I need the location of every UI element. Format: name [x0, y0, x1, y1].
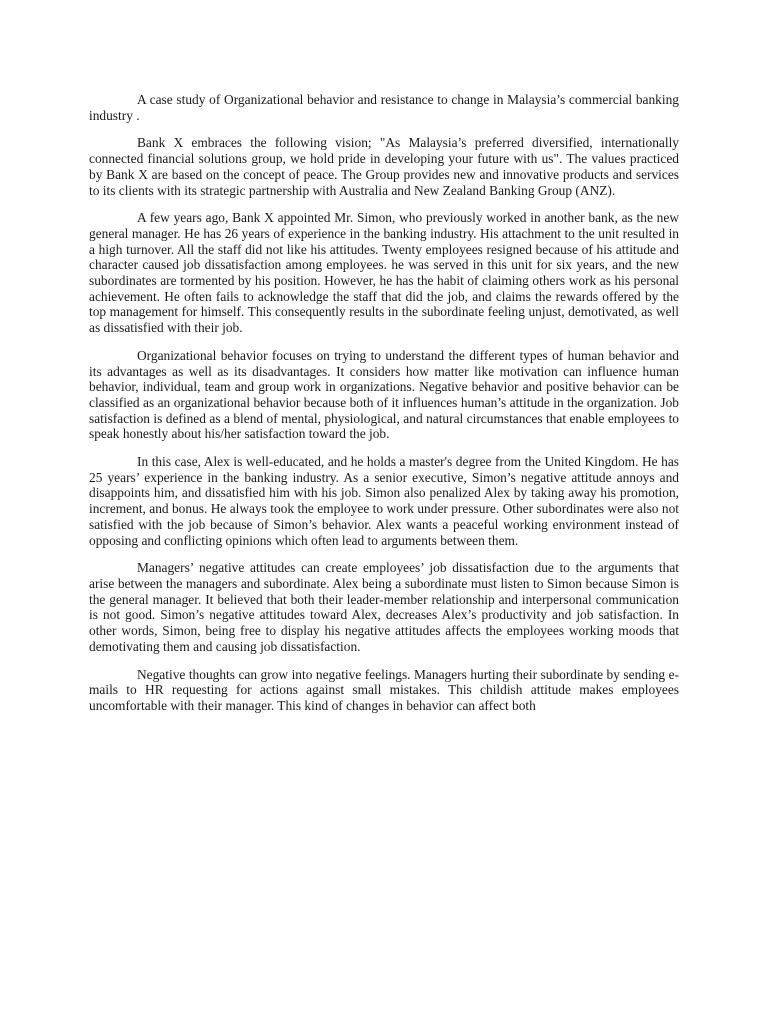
paragraph-negative-thoughts: Negative thoughts can grow into negative feelings. Managers hurting their subordinate by sending e-mails to HR requesting for actions against small mistakes. This childish attitude makes employees uncomfortable with their manager. This kind of changes in behavior can affect both — [89, 666, 679, 713]
document-title-paragraph: A case study of Organizational behavior and resistance to change in Malaysia’s commercial banking industry . — [89, 92, 679, 123]
paragraph-alex-case: In this case, Alex is well-educated, and he holds a master's degree from the United Kingdom. He has 25 years’ experience in the banking industry. As a senior executive, Simon’s negative attitude annoys and disappoints him, and dissatisfied him with his job. Simon also penalized Alex by taking away his promotion, increment, and bonus. He always took the employee to work under pressure. Other subordinates were also not satisfied with the job because of Simon’s behavior. Alex wants a peaceful working environment instead of opposing and conflicting opinions which often lead to arguments between them. — [89, 454, 679, 548]
paragraph-bank-vision: Bank X embraces the following vision; "As Malaysia’s preferred diversified, internationally connected financial solutions group, we hold pride in developing your future with us". The values practiced by Bank X are based on the concept of peace. The Group provides new and innovative products and services to its clients with its strategic partnership with Australia and New Zealand Banking Group (ANZ). — [89, 135, 679, 198]
paragraph-organizational-behavior: Organizational behavior focuses on trying to understand the different types of human behavior and its advantages as well as its disadvantages. It considers how matter like motivation can influence human behavior, individual, team and group work in organizations. Negative behavior and positive behavior can be classified as an organizational behavior because both of it influences human’s attitude in the organization. Job satisfaction is defined as a blend of mental, physiological, and natural circumstances that enable employees to speak honestly about his/her satisfaction toward the job. — [89, 347, 679, 442]
document-body — [89, 92, 679, 726]
paragraph-manager-attitudes: Managers’ negative attitudes can create employees’ job dissatisfaction due to the arguments that arise between the managers and subordinate. Alex being a subordinate must listen to Simon because Simon is the general manager. It believed that both their leader-member relationship and interpersonal communication is not good. Simon’s negative attitudes toward Alex, decreases Alex’s productivity and job satisfaction. In other words, Simon, being free to display his negative attitudes affects the employees working moods that demotivating them and causing job dissatisfaction. — [89, 560, 679, 654]
paragraph-simon-appointment: A few years ago, Bank X appointed Mr. Simon, who previously worked in another bank, as the new general manager. He has 26 years of experience in the banking industry. His attachment to the unit resulted in a high turnover. All the staff did not like his attitudes. Twenty employees resigned because of his attitude and character caused job dissatisfaction among employees. he was served in this unit for six years, and the new subordinates are tormented by his position. However, he has the habit of claiming others work as his personal achievement. He often fails to acknowledge the staff that did the job, and claims the rewards offered by the top management for himself. This consequently results in the subordinate feeling unjust, demotivated, as well as dissatisfied with their job. — [89, 210, 679, 336]
